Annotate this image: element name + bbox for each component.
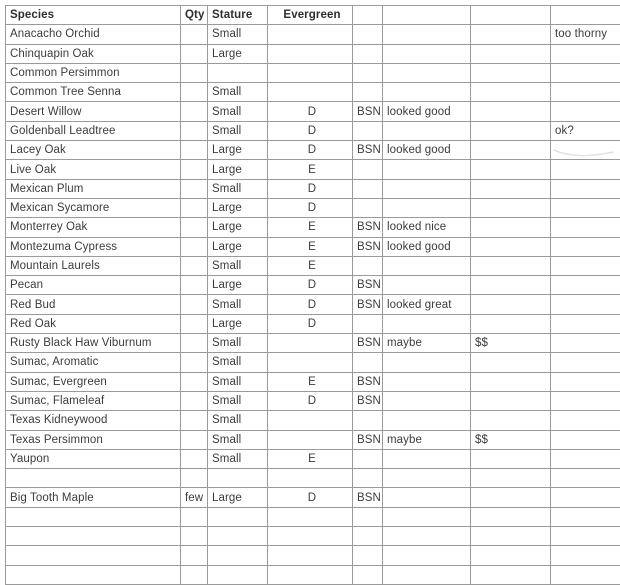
cell-species[interactable] bbox=[6, 527, 181, 546]
cell-qty[interactable] bbox=[181, 102, 208, 121]
cell-cost[interactable] bbox=[471, 488, 551, 507]
cell-qty[interactable] bbox=[181, 507, 208, 526]
cell-stature[interactable] bbox=[208, 546, 268, 565]
cell-species[interactable]: Desert Willow bbox=[6, 102, 181, 121]
table-row bbox=[6, 314, 620, 333]
cell-species[interactable]: Chinquapin Oak bbox=[6, 44, 181, 63]
cell-cost[interactable] bbox=[471, 353, 551, 372]
cell-extra[interactable] bbox=[551, 83, 620, 102]
cell-extra[interactable] bbox=[551, 314, 620, 333]
cell-stature[interactable]: Small bbox=[208, 372, 268, 391]
spreadsheet-canvas bbox=[0, 5, 620, 580]
table-row bbox=[6, 527, 620, 546]
cell-notes[interactable] bbox=[383, 276, 471, 295]
cell-notes[interactable] bbox=[383, 179, 471, 198]
cell-evergreen[interactable] bbox=[268, 430, 353, 449]
cell-extra[interactable] bbox=[551, 141, 620, 160]
cell-bsn[interactable] bbox=[353, 256, 383, 275]
cell-stature[interactable]: Small bbox=[208, 411, 268, 430]
cell-extra[interactable] bbox=[551, 449, 620, 468]
cell-evergreen[interactable]: D bbox=[268, 276, 353, 295]
cell-notes[interactable]: looked good bbox=[383, 237, 471, 256]
cell-qty[interactable] bbox=[181, 391, 208, 410]
cell-cost[interactable]: $$ bbox=[471, 334, 551, 353]
cell-extra[interactable] bbox=[551, 237, 620, 256]
cell-species[interactable]: Mountain Laurels bbox=[6, 256, 181, 275]
cell-stature[interactable]: Large bbox=[208, 488, 268, 507]
cell-qty[interactable] bbox=[181, 527, 208, 546]
cell-bsn[interactable] bbox=[353, 469, 383, 488]
cell-extra[interactable] bbox=[551, 488, 620, 507]
cell-qty[interactable]: few bbox=[181, 488, 208, 507]
cell-extra[interactable] bbox=[551, 102, 620, 121]
cell-notes[interactable] bbox=[383, 256, 471, 275]
cell-qty[interactable] bbox=[181, 63, 208, 82]
column-header-qty[interactable]: Qty bbox=[181, 6, 208, 25]
cell-species[interactable] bbox=[6, 507, 181, 526]
cell-extra[interactable] bbox=[551, 44, 620, 63]
cell-stature[interactable]: Small bbox=[208, 25, 268, 44]
cell-stature[interactable] bbox=[208, 63, 268, 82]
column-header-species[interactable]: Species bbox=[6, 6, 181, 25]
cell-extra[interactable] bbox=[551, 430, 620, 449]
cell-cost[interactable] bbox=[471, 372, 551, 391]
cell-evergreen[interactable]: D bbox=[268, 141, 353, 160]
cell-stature[interactable] bbox=[208, 507, 268, 526]
table-row bbox=[6, 546, 620, 565]
cell-species[interactable]: Texas Kidneywood bbox=[6, 411, 181, 430]
cell-stature[interactable]: Small bbox=[208, 179, 268, 198]
cell-extra[interactable] bbox=[551, 295, 620, 314]
cell-species[interactable]: Monterrey Oak bbox=[6, 218, 181, 237]
cell-stature[interactable]: Large bbox=[208, 276, 268, 295]
cell-extra[interactable] bbox=[551, 527, 620, 546]
cell-notes[interactable] bbox=[383, 372, 471, 391]
cell-species[interactable] bbox=[6, 469, 181, 488]
cell-evergreen[interactable] bbox=[268, 507, 353, 526]
cell-species[interactable]: Red Oak bbox=[6, 314, 181, 333]
cell-stature[interactable]: Small bbox=[208, 295, 268, 314]
cell-stature[interactable]: Small bbox=[208, 121, 268, 140]
cell-stature[interactable]: Large bbox=[208, 218, 268, 237]
cell-notes[interactable]: maybe bbox=[383, 334, 471, 353]
cell-notes[interactable] bbox=[383, 121, 471, 140]
cell-extra[interactable] bbox=[551, 507, 620, 526]
table-row bbox=[6, 372, 620, 391]
cell-species[interactable]: Rusty Black Haw Viburnum bbox=[6, 334, 181, 353]
cell-notes[interactable] bbox=[383, 314, 471, 333]
cell-cost[interactable] bbox=[471, 546, 551, 565]
cell-notes[interactable] bbox=[383, 507, 471, 526]
table-row bbox=[6, 469, 620, 488]
cell-stature[interactable]: Large bbox=[208, 237, 268, 256]
cell-extra[interactable]: too thorny bbox=[551, 25, 620, 44]
cell-extra[interactable] bbox=[551, 198, 620, 217]
table-row bbox=[6, 334, 620, 353]
cell-evergreen[interactable] bbox=[268, 25, 353, 44]
cell-species[interactable]: Red Bud bbox=[6, 295, 181, 314]
cell-bsn[interactable] bbox=[353, 179, 383, 198]
cell-species[interactable]: Lacey Oak bbox=[6, 141, 181, 160]
cell-cost[interactable] bbox=[471, 237, 551, 256]
cell-species[interactable] bbox=[6, 546, 181, 565]
cell-qty[interactable] bbox=[181, 372, 208, 391]
cell-extra[interactable] bbox=[551, 218, 620, 237]
table-row bbox=[6, 179, 620, 198]
cell-species[interactable]: Goldenball Leadtree bbox=[6, 121, 181, 140]
cell-bsn[interactable]: BSN bbox=[353, 372, 383, 391]
cell-qty[interactable] bbox=[181, 83, 208, 102]
cell-extra[interactable] bbox=[551, 546, 620, 565]
cell-extra[interactable] bbox=[551, 391, 620, 410]
table-row bbox=[6, 102, 620, 121]
cell-stature[interactable]: Small bbox=[208, 430, 268, 449]
cell-bsn[interactable] bbox=[353, 546, 383, 565]
table-row bbox=[6, 25, 620, 44]
cell-notes[interactable] bbox=[383, 391, 471, 410]
cell-evergreen[interactable] bbox=[268, 469, 353, 488]
cell-qty[interactable] bbox=[181, 121, 208, 140]
cell-cost[interactable] bbox=[471, 507, 551, 526]
cell-stature[interactable]: Large bbox=[208, 141, 268, 160]
cell-notes[interactable]: looked great bbox=[383, 295, 471, 314]
table-row bbox=[6, 256, 620, 275]
table-row bbox=[6, 411, 620, 430]
cell-cost[interactable] bbox=[471, 179, 551, 198]
cell-evergreen[interactable]: D bbox=[268, 295, 353, 314]
column-header-bsn[interactable] bbox=[353, 6, 383, 25]
cell-stature[interactable]: Small bbox=[208, 102, 268, 121]
cell-extra[interactable] bbox=[551, 372, 620, 391]
cell-cost[interactable] bbox=[471, 391, 551, 410]
cell-evergreen[interactable] bbox=[268, 334, 353, 353]
cell-bsn[interactable]: BSN bbox=[353, 218, 383, 237]
cell-species[interactable]: Live Oak bbox=[6, 160, 181, 179]
cell-cost[interactable] bbox=[471, 276, 551, 295]
cell-stature[interactable]: Large bbox=[208, 44, 268, 63]
cell-species[interactable]: Mexican Plum bbox=[6, 179, 181, 198]
cell-cost[interactable] bbox=[471, 449, 551, 468]
cell-cost[interactable] bbox=[471, 295, 551, 314]
table-row bbox=[6, 295, 620, 314]
cell-qty[interactable] bbox=[181, 179, 208, 198]
cell-cost[interactable] bbox=[471, 63, 551, 82]
cell-notes[interactable] bbox=[383, 160, 471, 179]
cell-extra[interactable] bbox=[551, 353, 620, 372]
cell-evergreen[interactable]: D bbox=[268, 121, 353, 140]
table-row bbox=[6, 121, 620, 140]
cell-evergreen[interactable]: D bbox=[268, 102, 353, 121]
column-header-cost[interactable] bbox=[471, 6, 551, 25]
cell-cost[interactable] bbox=[471, 160, 551, 179]
cell-cost[interactable] bbox=[471, 83, 551, 102]
cell-notes[interactable]: looked nice bbox=[383, 218, 471, 237]
cell-species[interactable]: Sumac, Aromatic bbox=[6, 353, 181, 372]
cell-qty[interactable] bbox=[181, 141, 208, 160]
cell-evergreen[interactable]: D bbox=[268, 179, 353, 198]
cell-qty[interactable] bbox=[181, 198, 208, 217]
cell-qty[interactable] bbox=[181, 449, 208, 468]
cell-stature[interactable]: Large bbox=[208, 314, 268, 333]
cell-bsn[interactable]: BSN bbox=[353, 391, 383, 410]
cell-cost[interactable]: $$ bbox=[471, 430, 551, 449]
cell-bsn[interactable]: BSN bbox=[353, 237, 383, 256]
cell-species[interactable]: Common Tree Senna bbox=[6, 83, 181, 102]
cell-qty[interactable] bbox=[181, 546, 208, 565]
column-header-evergreen[interactable]: Evergreen bbox=[268, 6, 353, 25]
table-row bbox=[6, 141, 620, 160]
table-row bbox=[6, 391, 620, 410]
cell-qty[interactable] bbox=[181, 411, 208, 430]
cell-evergreen[interactable]: E bbox=[268, 237, 353, 256]
cell-notes[interactable] bbox=[383, 449, 471, 468]
table-header-row bbox=[6, 6, 620, 25]
cell-extra[interactable] bbox=[551, 276, 620, 295]
cell-cost[interactable] bbox=[471, 469, 551, 488]
cell-notes[interactable]: looked good bbox=[383, 102, 471, 121]
cell-evergreen[interactable]: D bbox=[268, 391, 353, 410]
cell-cost[interactable] bbox=[471, 314, 551, 333]
cell-evergreen[interactable]: E bbox=[268, 160, 353, 179]
cell-bsn[interactable] bbox=[353, 160, 383, 179]
cell-cost[interactable] bbox=[471, 218, 551, 237]
table-row bbox=[6, 198, 620, 217]
table-row bbox=[6, 160, 620, 179]
cell-qty[interactable] bbox=[181, 218, 208, 237]
cell-evergreen[interactable] bbox=[268, 527, 353, 546]
cell-species[interactable]: Sumac, Flameleaf bbox=[6, 391, 181, 410]
cell-notes[interactable]: maybe bbox=[383, 430, 471, 449]
cell-species[interactable]: Sumac, Evergreen bbox=[6, 372, 181, 391]
cell-bsn[interactable]: BSN bbox=[353, 334, 383, 353]
cell-qty[interactable] bbox=[181, 160, 208, 179]
cell-species[interactable]: Pecan bbox=[6, 276, 181, 295]
cell-extra[interactable] bbox=[551, 411, 620, 430]
cell-stature[interactable]: Large bbox=[208, 160, 268, 179]
cell-bsn[interactable] bbox=[353, 527, 383, 546]
cell-bsn[interactable] bbox=[353, 83, 383, 102]
column-header-extra[interactable] bbox=[551, 6, 620, 25]
cell-notes[interactable] bbox=[383, 546, 471, 565]
cell-extra[interactable] bbox=[551, 334, 620, 353]
table-row bbox=[6, 488, 620, 507]
cell-stature[interactable]: Small bbox=[208, 353, 268, 372]
cell-extra[interactable] bbox=[551, 179, 620, 198]
table-row bbox=[6, 63, 620, 82]
cell-cost[interactable] bbox=[471, 121, 551, 140]
cell-stature[interactable]: Small bbox=[208, 83, 268, 102]
table-row bbox=[6, 83, 620, 102]
cell-extra[interactable] bbox=[551, 256, 620, 275]
cell-evergreen[interactable]: D bbox=[268, 198, 353, 217]
cell-bsn[interactable]: BSN bbox=[353, 276, 383, 295]
cell-cost[interactable] bbox=[471, 141, 551, 160]
cell-cost[interactable] bbox=[471, 102, 551, 121]
cell-notes[interactable] bbox=[383, 63, 471, 82]
cell-cost[interactable] bbox=[471, 256, 551, 275]
cell-evergreen[interactable]: E bbox=[268, 372, 353, 391]
cell-evergreen[interactable] bbox=[268, 411, 353, 430]
cell-qty[interactable] bbox=[181, 295, 208, 314]
cell-stature[interactable]: Small bbox=[208, 449, 268, 468]
cell-bsn[interactable] bbox=[353, 411, 383, 430]
cell-species[interactable]: Texas Persimmon bbox=[6, 430, 181, 449]
cell-bsn[interactable] bbox=[353, 63, 383, 82]
cell-qty[interactable] bbox=[181, 276, 208, 295]
cell-bsn[interactable] bbox=[353, 314, 383, 333]
cell-evergreen[interactable]: D bbox=[268, 488, 353, 507]
cell-bsn[interactable]: BSN bbox=[353, 295, 383, 314]
cell-evergreen[interactable] bbox=[268, 63, 353, 82]
cell-notes[interactable] bbox=[383, 411, 471, 430]
cell-extra[interactable] bbox=[551, 469, 620, 488]
cell-species[interactable]: Big Tooth Maple bbox=[6, 488, 181, 507]
table-row bbox=[6, 430, 620, 449]
cell-bsn[interactable] bbox=[353, 449, 383, 468]
cell-evergreen[interactable]: E bbox=[268, 256, 353, 275]
cell-bsn[interactable]: BSN bbox=[353, 488, 383, 507]
cell-species[interactable]: Montezuma Cypress bbox=[6, 237, 181, 256]
column-header-notes[interactable] bbox=[383, 6, 471, 25]
cell-stature[interactable] bbox=[208, 527, 268, 546]
cell-extra[interactable] bbox=[551, 160, 620, 179]
cell-stature[interactable]: Large bbox=[208, 198, 268, 217]
cell-cost[interactable] bbox=[471, 527, 551, 546]
cell-species[interactable]: Common Persimmon bbox=[6, 63, 181, 82]
cell-evergreen[interactable] bbox=[268, 83, 353, 102]
species-table[interactable] bbox=[5, 5, 620, 585]
cell-stature[interactable]: Small bbox=[208, 391, 268, 410]
cell-cost[interactable] bbox=[471, 25, 551, 44]
cell-qty[interactable] bbox=[181, 44, 208, 63]
cell-bsn[interactable] bbox=[353, 198, 383, 217]
cell-notes[interactable] bbox=[383, 469, 471, 488]
cell-bsn[interactable] bbox=[353, 353, 383, 372]
cell-evergreen[interactable]: E bbox=[268, 449, 353, 468]
cell-bsn[interactable]: BSN bbox=[353, 141, 383, 160]
cell-evergreen[interactable] bbox=[268, 44, 353, 63]
cell-qty[interactable] bbox=[181, 469, 208, 488]
column-header-stature[interactable]: Stature bbox=[208, 6, 268, 25]
cell-qty[interactable] bbox=[181, 334, 208, 353]
cell-stature[interactable]: Small bbox=[208, 256, 268, 275]
cell-notes[interactable] bbox=[383, 44, 471, 63]
cell-notes[interactable] bbox=[383, 25, 471, 44]
cell-bsn[interactable] bbox=[353, 507, 383, 526]
cell-qty[interactable] bbox=[181, 353, 208, 372]
table-row bbox=[6, 449, 620, 468]
cell-notes[interactable]: looked good bbox=[383, 141, 471, 160]
cell-species[interactable]: Mexican Sycamore bbox=[6, 198, 181, 217]
cell-stature[interactable] bbox=[208, 469, 268, 488]
cell-evergreen[interactable]: E bbox=[268, 218, 353, 237]
cell-stature[interactable]: Small bbox=[208, 334, 268, 353]
table-row bbox=[6, 44, 620, 63]
cell-bsn[interactable]: BSN bbox=[353, 102, 383, 121]
cell-qty[interactable] bbox=[181, 256, 208, 275]
cell-evergreen[interactable] bbox=[268, 353, 353, 372]
cell-cost[interactable] bbox=[471, 198, 551, 217]
cell-notes[interactable] bbox=[383, 527, 471, 546]
cell-bsn[interactable] bbox=[353, 25, 383, 44]
cell-qty[interactable] bbox=[181, 314, 208, 333]
cell-qty[interactable] bbox=[181, 430, 208, 449]
cell-evergreen[interactable] bbox=[268, 546, 353, 565]
table-row bbox=[6, 237, 620, 256]
cell-cost[interactable] bbox=[471, 411, 551, 430]
cell-bsn[interactable]: BSN bbox=[353, 430, 383, 449]
cell-cost[interactable] bbox=[471, 44, 551, 63]
cell-extra[interactable] bbox=[551, 63, 620, 82]
table-row bbox=[6, 218, 620, 237]
cell-species[interactable]: Yaupon bbox=[6, 449, 181, 468]
cell-notes[interactable] bbox=[383, 488, 471, 507]
cell-extra[interactable]: ok? bbox=[551, 121, 620, 140]
cell-qty[interactable] bbox=[181, 237, 208, 256]
table-row bbox=[6, 507, 620, 526]
table-row bbox=[6, 276, 620, 295]
cell-species[interactable]: Anacacho Orchid bbox=[6, 25, 181, 44]
cell-evergreen[interactable]: D bbox=[268, 314, 353, 333]
cell-qty[interactable] bbox=[181, 25, 208, 44]
cell-notes[interactable] bbox=[383, 353, 471, 372]
cell-notes[interactable] bbox=[383, 83, 471, 102]
table-row bbox=[6, 353, 620, 372]
cell-bsn[interactable] bbox=[353, 121, 383, 140]
cell-notes[interactable] bbox=[383, 198, 471, 217]
cell-bsn[interactable] bbox=[353, 44, 383, 63]
